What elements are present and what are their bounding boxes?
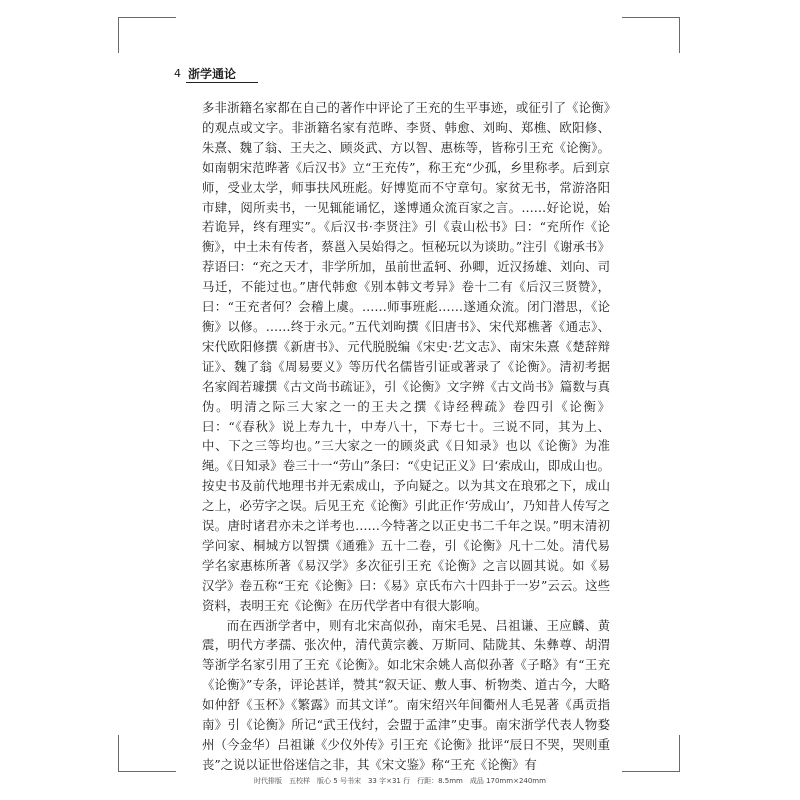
crop-mark-top-left-v bbox=[118, 17, 119, 53]
crop-mark-top-right-h bbox=[622, 17, 680, 18]
crop-mark-bottom-left-h bbox=[118, 771, 176, 772]
crop-mark-top-left-h bbox=[118, 17, 176, 18]
crop-mark-top-right-v bbox=[679, 17, 680, 53]
body-text bbox=[202, 98, 610, 775]
page-number: 4 bbox=[174, 67, 181, 80]
running-title: 浙学通论 bbox=[188, 67, 237, 81]
crop-mark-bottom-left-v bbox=[118, 735, 119, 772]
crop-mark-bottom-right-v bbox=[679, 735, 680, 772]
paragraph-1: 多非浙籍名家都在自己的著作中评论了王充的生平事迹，或征引了《论衡》的观点或文字。非浙籍名家有范晔、李贤、韩愈、刘昫、郑樵、欧阳修、朱熹、魏了翁、王夫之、顾炎武、方以智、惠栋等，皆称引王充《论衡》。如南朝宋范晔著《后汉书》立“王充传”，称王充“少孤，乡里称孝。后到京师，受业太学，师事扶风班彪。好博览而不守章句。家贫无书，常游洛阳市肆，阅所卖书，一见辄能诵忆，遂博通众流百家之言。……好论说，始若诡异，终有理实”。《后汉书·李贤注》引《袁山松书》曰：“充所作《论衡》，中土未有传者，蔡邕入吴始得之。恒秘玩以为谈助。”注引《谢承书》荐语曰：“充之天才，非学所加，虽前世孟轲、孙卿，近汉扬雄、刘向、司马迁，不能过也。”唐代韩愈《别本韩文考异》卷十二有《后汉三贤赞》，曰：“王充者何？会稽上虞。……师事班彪……遂通众流。闭门潜思，《论衡》以修。……终于永元。”五代刘昫撰《旧唐书》、宋代郑樵著《通志》、宋代欧阳修撰《新唐书》、元代脱脱编《宋史·艺文志》、南宋朱熹《楚辞辩证》、魏了翁《周易要义》等历代名儒皆引证或著录了《论衡》。清初考据名家阎若璩撰《古文尚书疏证》，引《论衡》文字辨《古文尚书》篇数与真伪。明清之际三大家之一的王夫之撰《诗经稗疏》卷四引《论衡》曰：“《春秋》说上寿九十，中寿八十，下寿七十。三说不同，其为上、中、下之三等均也。”三大家之一的顾炎武《日知录》也以《论衡》为准绳。《日知录》卷三十一“劳山”条曰：“《史记正义》曰‘索成山，即成山也。按史书及前代地理书并无索成山，予向疑之。以为其文在琅邪之下，成山之上，必劳字之误。后见王充《论衡》引此正作‘劳成山’，乃知昔人传写之误。唐时诸君亦未之详考也……今特著之以正史书二千年之误。”明末清初学问家、桐城方以智撰《通雅》五十二卷，引《论衡》凡十二处。清代易学名家惠栋所著《易汉学》多次征引王充《论衡》之言以圆其说。如《易汉学》卷五称“王充《论衡》曰：《易》京氏布六十四卦于一岁”云云。这些资料，表明王充《论衡》在历代学者中有很大影响。 bbox=[202, 100, 610, 613]
paragraph-2: 而在西浙学者中，则有北宋高似孙，南宋毛晃、吕祖谦、王应麟、黄震，明代方孝孺、张次仲，清代黄宗羲、万斯同、陆陇其、朱彝尊、胡渭等浙学名家引用了王充《论衡》。如北宋余姚人高似孙著《子略》有“王充《论衡》”专条，评论甚详，赞其“叙天证、敷人事、析物类、道古今，大略如仲舒《玉杯》《繁露》而其文详”。南宋绍兴年间衢州人毛晃著《禹贡指南》引《论衡》所记“武王伐纣，会盟于孟津”史事。南宋浙学代表人物婺州（今金华）吕祖谦《少仪外传》引王充《论衡》批评“辰日不哭，哭则重丧”之说以证世俗迷信之非，其《宋文鉴》称“王充《论衡》有 bbox=[202, 617, 610, 772]
print-spec-footer: 时代排版 五校样 版心 5 号书宋 33 字×31 行 行距：8.5mm 成品 170mm×240mm bbox=[254, 777, 546, 785]
crop-mark-bottom-right-h bbox=[622, 771, 680, 772]
header-rule bbox=[186, 82, 258, 83]
